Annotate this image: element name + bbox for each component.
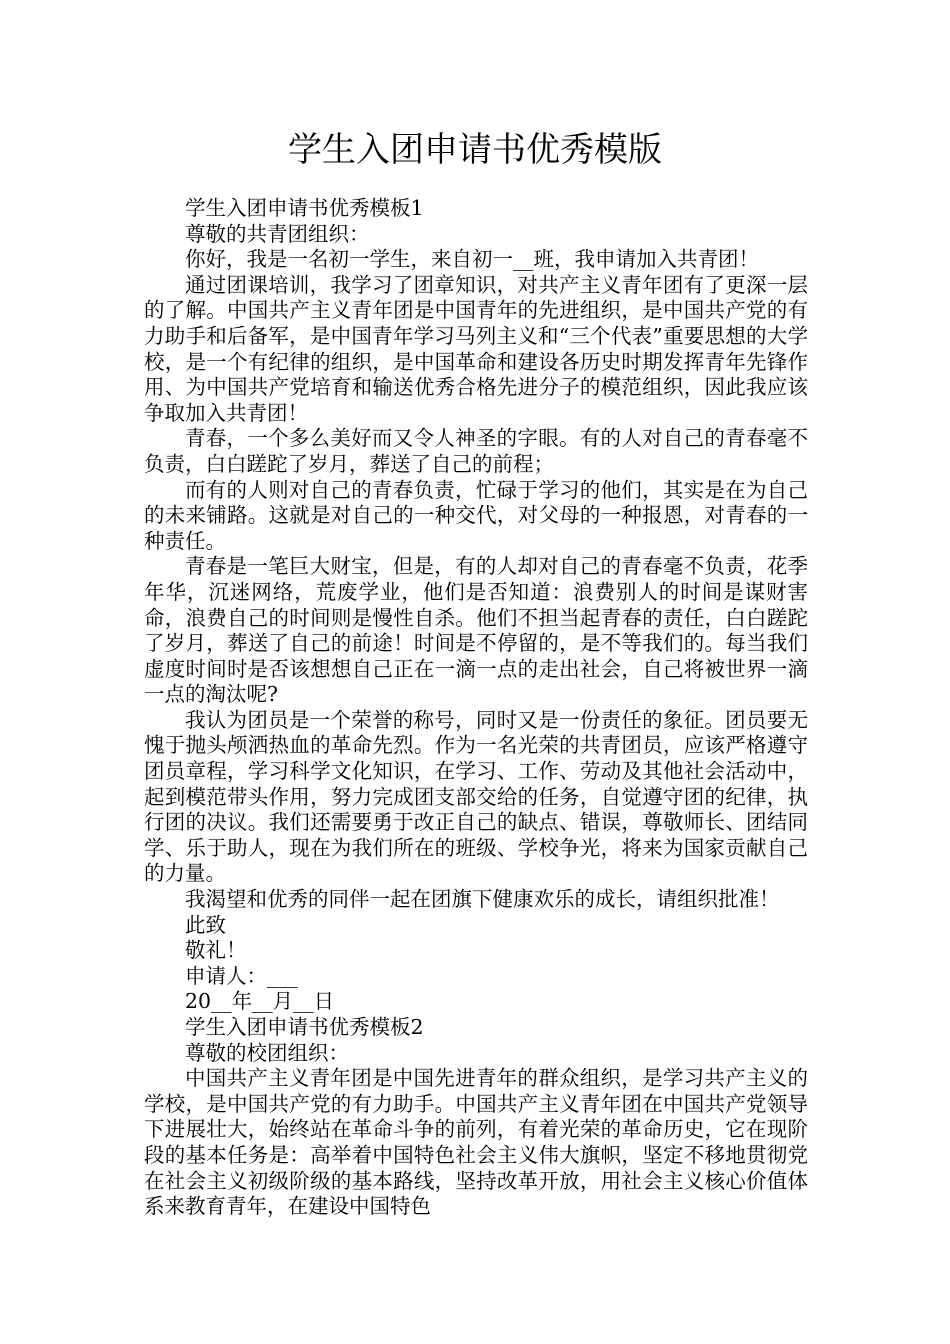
paragraph: 你好，我是一名初一学生，来自初一__班，我申请加入共青团！ bbox=[185, 247, 759, 272]
closing-line: 此致 bbox=[185, 912, 226, 937]
paragraph: 中国共产主义青年团是中国先进青年的群众组织，是学习共产主义的学校，是中国共产党的有力助手。中国共产主义青年团在中国共产党领导下进展壮大，始终站在革命斗争的前列，有着光荣的革命历史，它在现阶段的基本任务是：高举着中国特色社会主义伟大旗帜，坚定不移地贯彻党在社会主义初级阶级的基本路线，坚持改革开放，用社会主义核心价值体系来教育青年，在建设中国特色 bbox=[144, 1066, 808, 1219]
paragraph: 通过团课培训，我学习了团章知识，对共产主义青年团有了更深一层的了解。中国共产主义青年团是中国青年的先进组织，是中国共产党的有力助手和后备军，是中国青年学习马列主义和“三个代表”重要思想的大学校，是一个有纪律的组织，是中国革命和建设各历史时期发挥青年先锋作用、为中国共产党培育和输送优秀合格先进分子的模范组织，因此我应该争取加入共青团！ bbox=[144, 272, 808, 425]
date-line: 20__年__月__日 bbox=[185, 989, 335, 1014]
salutation-2: 尊敬的校团组织： bbox=[185, 1040, 349, 1065]
paragraph: 青春，一个多么美好而又令人神圣的字眼。有的人对自己的青春毫不负责，白白蹉跎了岁月，葬送了自己的前程； bbox=[144, 426, 808, 476]
section-heading-2: 学生入团申请书优秀模板2 bbox=[185, 1015, 424, 1039]
salutation-1: 尊敬的共青团组织： bbox=[185, 221, 370, 246]
paragraph: 我认为团员是一个荣誉的称号，同时又是一份责任的象征。团员要无愧于抛头颅洒热血的革命先烈。作为一名光荣的共青团员，应该严格遵守团员章程，学习科学文化知识，在学习、工作、劳动及其他社会活动中，起到模范带头作用，努力完成团支部交给的任务，自觉遵守团的纪律，执行团的决议。我们还需要勇于改正自己的缺点、错误，尊敬师长、团结同学、乐于助人，现在为我们所在的班级、学校争光，将来为国家贡献自己的力量。 bbox=[144, 707, 808, 886]
document-body bbox=[144, 196, 808, 1220]
paragraph: 青春是一笔巨大财宝，但是，有的人却对自己的青春毫不负责，花季年华，沉迷网络，荒废学业，他们是否知道：浪费别人的时间是谋财害命，浪费自己的时间则是慢性自杀。他们不担当起青春的责任，白白蹉跎了岁月，葬送了自己的前途！时间是不停留的，是不等我们的。每当我们虚度时间时是否该想想自己正在一滴一点的走出社会，自己将被世界一滴一点的淘汰呢? bbox=[144, 554, 808, 707]
applicant-line: 申请人：___ bbox=[185, 963, 298, 988]
document-title: 学生入团申请书优秀模版 bbox=[288, 130, 662, 170]
closing-salute: 敬礼！ bbox=[185, 938, 247, 963]
section-heading-1: 学生入团申请书优秀模板1 bbox=[185, 196, 424, 220]
paragraph: 而有的人则对自己的青春负责，忙碌于学习的他们，其实是在为自己的未来铺路。这就是对自己的一种交代，对父母的一种报恩，对青春的一种责任。 bbox=[144, 477, 808, 553]
paragraph: 我渴望和优秀的同伴一起在团旗下健康欢乐的成长，请组织批准！ bbox=[185, 887, 780, 912]
